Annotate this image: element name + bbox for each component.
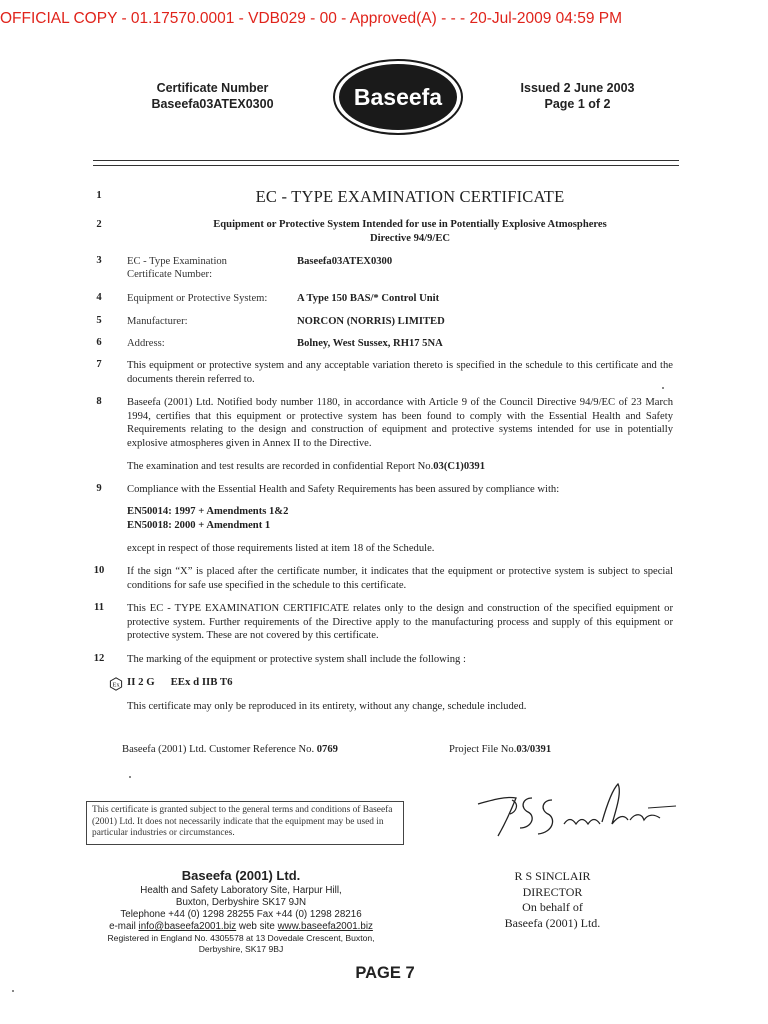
certificate-number-value: Baseefa03ATEX0300 xyxy=(151,97,274,111)
manufacturer-label: Manufacturer: xyxy=(127,316,188,327)
cert-number-value: Baseefa03ATEX0300 xyxy=(297,256,393,267)
website-link[interactable]: www.baseefa2001.biz xyxy=(277,921,373,932)
official-copy-stamp: OFFICIAL COPY - 01.17570.0001 - VDB029 - 00 - Approved(A) - - - 20-Jul-2009 04:59 PM xyxy=(0,10,623,27)
certificate-number-label: Certificate Number xyxy=(156,81,269,95)
issuer-company-block xyxy=(86,868,396,955)
item-number: 2 xyxy=(96,219,102,230)
marking-code: EEx d IIB T6 xyxy=(170,676,233,688)
item-number: 8 xyxy=(96,396,102,407)
item-7-text: This equipment or protective system and any acceptable variation thereto is specified in the schedule to this certificate and the documents therein referred to. xyxy=(127,360,673,385)
report-reference xyxy=(127,460,673,474)
equipment-label: Equipment or Protective System: xyxy=(127,293,268,304)
issue-date: Issued 2 June 2003 xyxy=(520,81,635,95)
standard-item: EN50018: 2000 + Amendment 1 xyxy=(127,519,271,531)
signatory-on-behalf: On behalf of xyxy=(522,900,583,914)
item-number: 11 xyxy=(93,602,104,613)
item-number: 7 xyxy=(96,359,102,370)
scan-speck xyxy=(129,776,131,778)
report-number: 03(C1)0391 xyxy=(433,461,486,472)
issue-info-block xyxy=(505,80,650,112)
company-phone: Telephone +44 (0) 1298 28255 Fax +44 (0) 1298 28216 xyxy=(120,909,362,920)
equipment-value: A Type 150 BAS/* Control Unit xyxy=(297,293,440,304)
reproduction-notice: This certificate may only be reproduced in its entirety, without any change, schedule included. xyxy=(127,701,527,712)
certificate-number-block xyxy=(140,80,285,112)
registered-address: Registered in England No. 4305578 at 13 Dovedale Crescent, Buxton, xyxy=(107,933,375,943)
subtitle-directive: Directive 94/9/EC xyxy=(369,233,451,244)
company-town: Buxton, Derbyshire SK17 9JN xyxy=(175,897,307,908)
scan-speck xyxy=(662,387,664,389)
item-11-text: This EC - TYPE EXAMINATION CERTIFICATE relates only to the design and construction of the specified equipment or protective system. Further requirements of the Directive apply to the manufacturing process and supply of this equipment or protective system. These are not covered by this certificate. xyxy=(127,603,673,641)
company-site: Health and Safety Laboratory Site, Harpur Hill, xyxy=(140,885,342,896)
signatory-name: R S SINCLAIR xyxy=(514,869,591,883)
address-label: Address: xyxy=(127,338,165,349)
item-number: 6 xyxy=(96,337,102,348)
item-number: 4 xyxy=(96,292,102,303)
ex-hexagon-icon xyxy=(109,677,123,691)
except-text: except in respect of those requirements listed at item 18 of the Schedule. xyxy=(127,543,435,554)
standard-item: EN50014: 1997 + Amendments 1&2 xyxy=(127,506,289,517)
customer-reference xyxy=(122,744,422,755)
report-prefix: The examination and test results are recorded in confidential Report No. xyxy=(127,461,434,472)
company-name: Baseefa (2001) Ltd. xyxy=(181,868,301,883)
address-value: Bolney, West Sussex, RH17 5NA xyxy=(297,338,443,349)
document-subtitle xyxy=(140,218,680,246)
signatory-block xyxy=(485,869,620,931)
item-number: 12 xyxy=(93,653,105,664)
signatory-organisation: Baseefa (2001) Ltd. xyxy=(504,915,601,930)
web-label: web site xyxy=(238,921,275,932)
customer-reference-number: 0769 xyxy=(316,744,338,755)
item-9-text: Compliance with the Essential Health and Safety Requirements has been assured by compliance with: xyxy=(127,484,560,495)
footer-page-label: PAGE 7 xyxy=(355,964,415,982)
item-8-text: Baseefa (2001) Ltd. Notified body number 1180, in accordance with Article 9 of the Council Directive 94/9/EC of 23 March 1994, certifies that this equipment or protective system has been found to comply with the Essential Health and Safety Requirements relating to the design and construction of equipment and protective systems intended for use in potentially explosive atmospheres given in Annex II to the Directive. xyxy=(127,397,673,449)
item-12-text: The marking of the equipment or protective system shall include the following : xyxy=(127,654,466,665)
item-number: 9 xyxy=(96,483,102,494)
scan-speck xyxy=(12,990,14,992)
signatory-role: DIRECTOR xyxy=(522,884,583,899)
equipment-marking xyxy=(127,676,427,688)
standards-list xyxy=(127,505,673,532)
label-line: Certificate Number: xyxy=(127,269,213,280)
item-10-text: If the sign “X” is placed after the certificate number, it indicates that the equipment or protective system is subject to special conditions for safe use specified in the schedule to this certificate. xyxy=(127,566,673,591)
header-rule-bottom xyxy=(93,165,679,166)
page-count: Page 1 of 2 xyxy=(544,97,611,111)
label-line: EC - Type Examination xyxy=(127,256,227,267)
handwritten-signature xyxy=(472,778,682,844)
company-contact xyxy=(86,921,396,933)
customer-reference-prefix: Baseefa (2001) Ltd. Customer Reference No. xyxy=(122,744,315,755)
item-number: 10 xyxy=(93,565,105,576)
svg-text:Ex: Ex xyxy=(112,681,120,689)
item-number: 3 xyxy=(96,255,102,266)
project-file xyxy=(449,744,649,755)
email-label: e-mail xyxy=(109,921,136,932)
item-number: 5 xyxy=(96,315,102,326)
cert-number-label xyxy=(127,255,297,281)
registered-address: Derbyshire, SK17 9BJ xyxy=(198,944,284,954)
project-file-prefix: Project File No. xyxy=(449,744,517,755)
logo-text: Baseefa xyxy=(353,84,443,110)
header-rule-top xyxy=(93,160,679,161)
manufacturer-value: NORCON (NORRIS) LIMITED xyxy=(297,316,445,327)
baseefa-logo xyxy=(332,58,464,136)
subtitle-line: Equipment or Protective System Intended for use in Potentially Explosive Atmospheres xyxy=(213,219,607,230)
project-file-number: 03/0391 xyxy=(516,744,552,755)
email-link[interactable]: info@baseefa2001.biz xyxy=(138,921,237,932)
terms-notice-box: This certificate is granted subject to the general terms and conditions of Baseefa (2001) Ltd. It does not necessarily indicate that the equipment may be used in particular industries or circumstances. xyxy=(86,801,404,845)
document-title: EC - TYPE EXAMINATION CERTIFICATE xyxy=(255,187,565,206)
marking-group: II 2 G xyxy=(127,676,155,688)
item-number: 1 xyxy=(96,190,102,201)
